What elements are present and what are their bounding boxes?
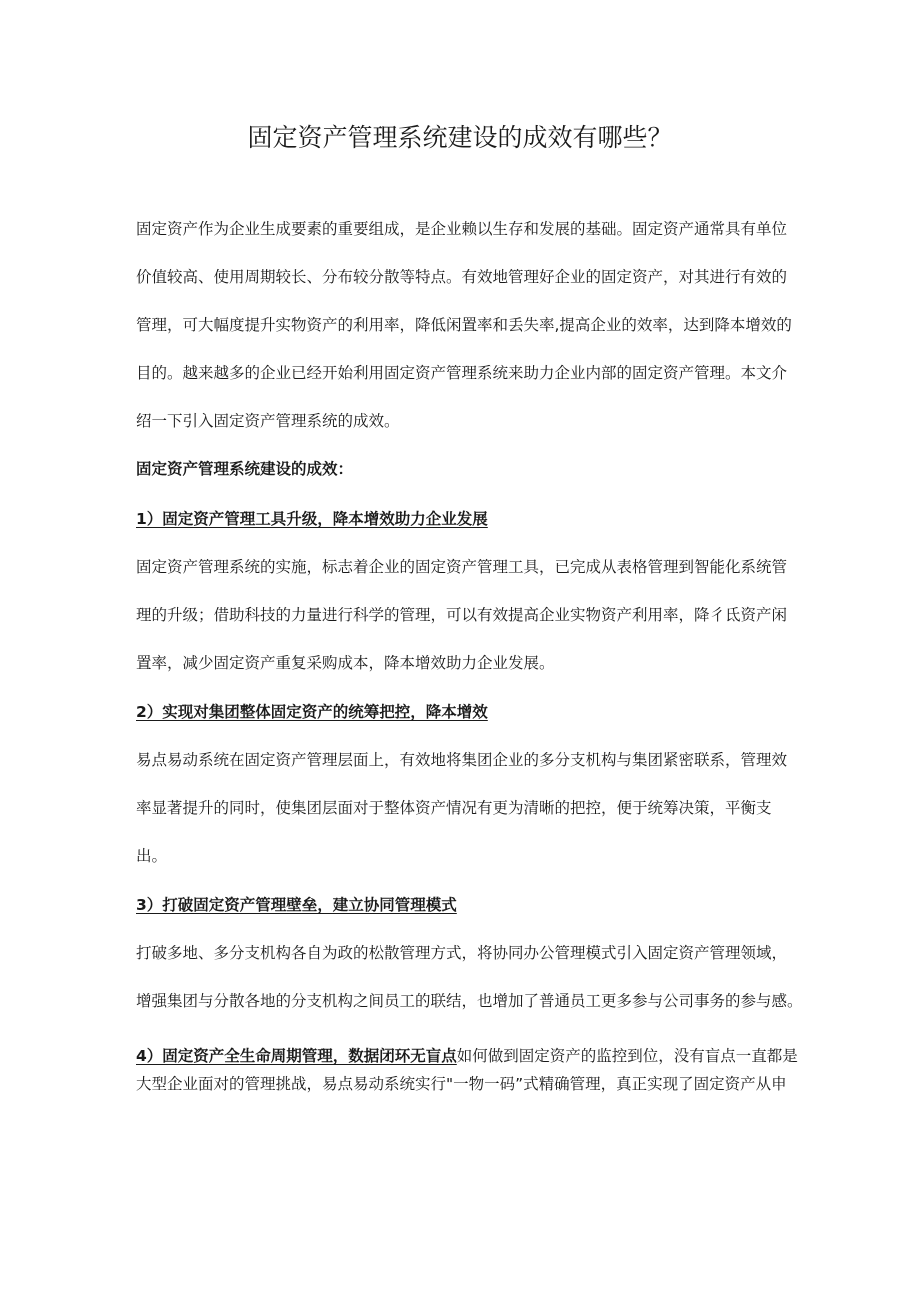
item2-line: 出。 — [136, 847, 168, 865]
item1-line: 理的升级；借助科技的力量进行科学的管理，可以有效提高企业实物资产利用率，降彳氐资产闲 — [136, 606, 788, 624]
item4-line: 大型企业面对的管理挑战，易点易动系统实行"一物一码”式精确管理，真正实现了固定资产从申 — [136, 1075, 787, 1093]
page-title: 固定资产管理系统建设的成效有哪些？ — [247, 123, 673, 152]
item1-heading: 1）固定资产管理工具升级，降本增效助力企业发展 — [136, 510, 488, 528]
item2-line: 易点易动系统在固定资产管理层面上，有效地将集团企业的多分支机构与集团紧密联系，管理效 — [136, 751, 788, 769]
intro-line: 固定资产作为企业生成要素的重要组成，是企业赖以生存和发展的基础。固定资产通常具有单位 — [136, 220, 788, 238]
item3-line: 打破多地、多分支机构各自为政的松散管理方式，将协同办公管理模式引入固定资产管理领域， — [136, 944, 788, 962]
intro-line: 绍一下引入固定资产管理系统的成效。 — [136, 412, 400, 430]
item4-heading: 4）固定资产全生命周期管理，数据闭环无盲点 — [136, 1047, 457, 1065]
section-heading: 固定资产管理系统建设的成效： — [136, 460, 354, 478]
item4-heading-tail: 如何做到固定资产的监控到位，没有盲点一直都是 — [456, 1047, 798, 1065]
item3-line: 增强集团与分散各地的分支机构之间员工的联结，也增加了普通员工更多参与公司事务的参与感。 — [136, 992, 803, 1010]
item2-heading: 2）实现对集团整体固定资产的统筹把控，降本增效 — [136, 703, 488, 721]
item4-heading-line — [136, 1043, 796, 1069]
intro-line: 管理，可大幅度提升实物资产的利用率，降低闲置率和丢失率,提高企业的效率，达到降本增效的 — [136, 316, 792, 334]
item1-line: 固定资产管理系统的实施，标志着企业的固定资产管理工具，已完成从表格管理到智能化系统管 — [136, 558, 788, 576]
intro-line: 价值较高、使用周期较长、分布较分散等特点。有效地管理好企业的固定资产，对其进行有效的 — [136, 268, 788, 286]
intro-line: 目的。越来越多的企业已经开始利用固定资产管理系统来助力企业内部的固定资产管理。本文介 — [136, 364, 788, 382]
item3-heading: 3）打破固定资产管理壁垒，建立协同管理模式 — [136, 896, 457, 914]
item2-line: 率显著提升的同时，使集团层面对于整体资产情况有更为清晰的把控，便于统筹决策，平衡支 — [136, 799, 772, 817]
item1-line: 置率，减少固定资产重复采购成本，降本增效助力企业发展。 — [136, 654, 555, 672]
